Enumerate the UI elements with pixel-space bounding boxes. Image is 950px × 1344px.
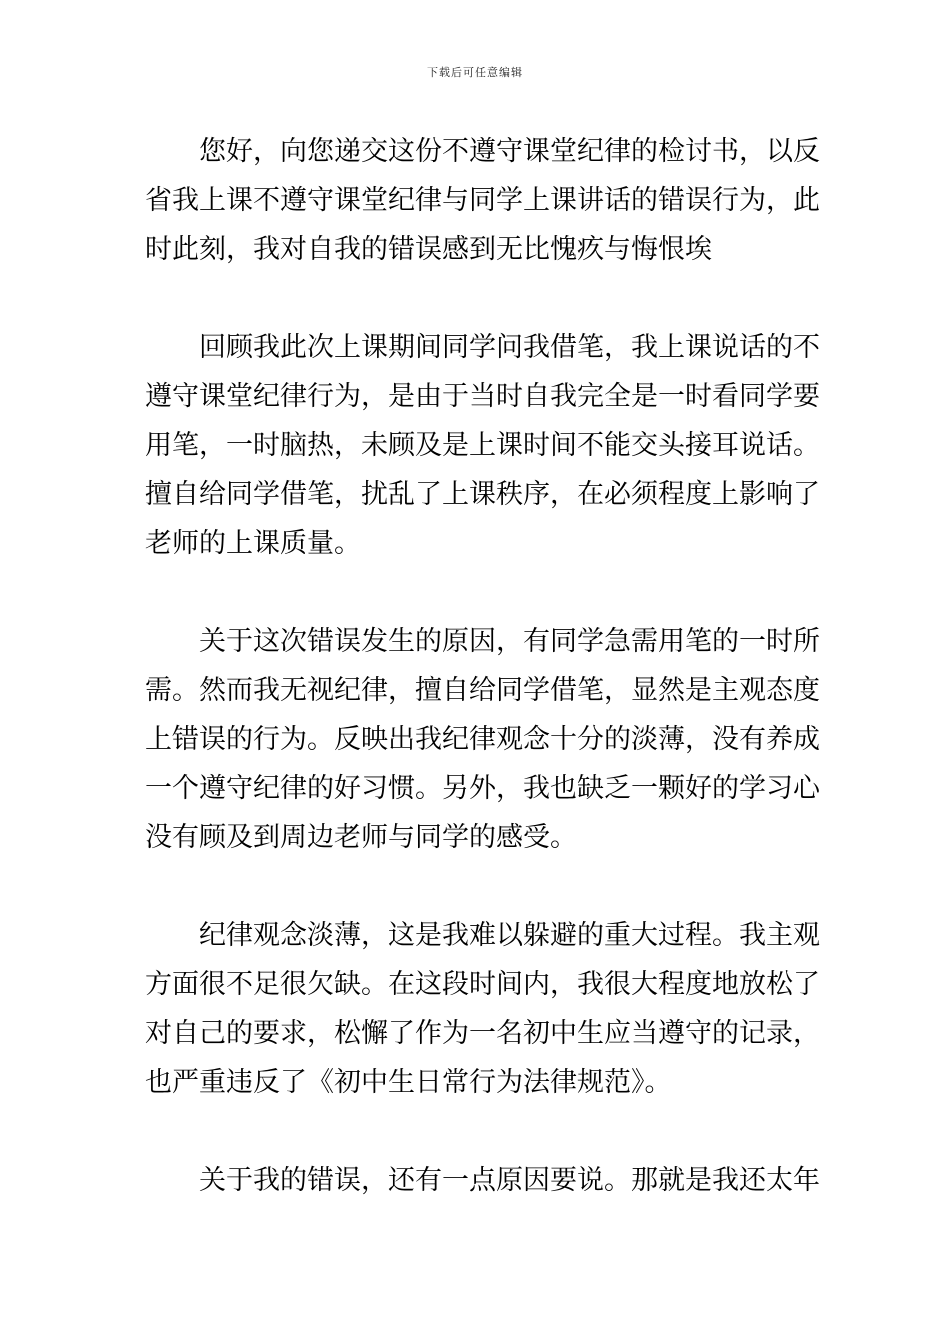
text-line: 遵守课堂纪律行为，是由于当时自我完全是一时看同学要 [145, 381, 820, 412]
paragraph-spacer [145, 568, 807, 617]
paragraph [145, 127, 820, 274]
paragraph [145, 323, 820, 568]
text-line: 需。然而我无视纪律，擅自给同学借笔，显然是主观态度 [145, 675, 820, 706]
paragraph [145, 617, 820, 862]
text-line: 您好，向您递交这份不遵守课堂纪律的检讨书，以反 [199, 136, 820, 167]
text-line: 一个遵守纪律的好习惯。另外，我也缺乏一颗好的学习心 [145, 773, 820, 804]
text-line: 对自己的要求，松懈了作为一名初中生应当遵守的记录， [145, 1018, 820, 1049]
text-line: 时此刻，我对自我的错误感到无比愧疚与悔恨埃 [145, 234, 712, 265]
text-line: 关于我的错误，还有一点原因要说。那就是我还太年 [199, 1165, 820, 1196]
text-line: 擅自给同学借笔，扰乱了上课秩序，在必须程度上影响了 [145, 479, 820, 510]
paragraph-spacer [145, 1107, 807, 1156]
document-body [145, 127, 820, 1205]
paragraph-spacer [145, 862, 807, 911]
paragraph [145, 911, 820, 1107]
text-line: 上错误的行为。反映出我纪律观念十分的淡薄，没有养成 [145, 724, 820, 755]
text-line: 纪律观念淡薄，这是我难以躲避的重大过程。我主观 [199, 920, 820, 951]
text-line: 用笔，一时脑热，未顾及是上课时间不能交头接耳说话。 [145, 430, 820, 461]
text-line: 关于这次错误发生的原因，有同学急需用笔的一时所 [199, 626, 820, 657]
text-line: 省我上课不遵守课堂纪律与同学上课讲话的错误行为，此 [145, 185, 820, 216]
text-line: 老师的上课质量。 [145, 528, 361, 559]
paragraph [145, 1156, 820, 1205]
text-line: 也严重违反了《初中生日常行为法律规范》。 [145, 1067, 672, 1098]
text-line: 没有顾及到周边老师与同学的感受。 [145, 822, 577, 853]
page-header: 下载后可任意编辑 [427, 66, 523, 79]
text-line: 回顾我此次上课期间同学问我借笔，我上课说话的不 [199, 332, 820, 363]
paragraph-spacer [145, 274, 807, 323]
text-line: 方面很不足很欠缺。在这段时间内，我很大程度地放松了 [145, 969, 820, 1000]
